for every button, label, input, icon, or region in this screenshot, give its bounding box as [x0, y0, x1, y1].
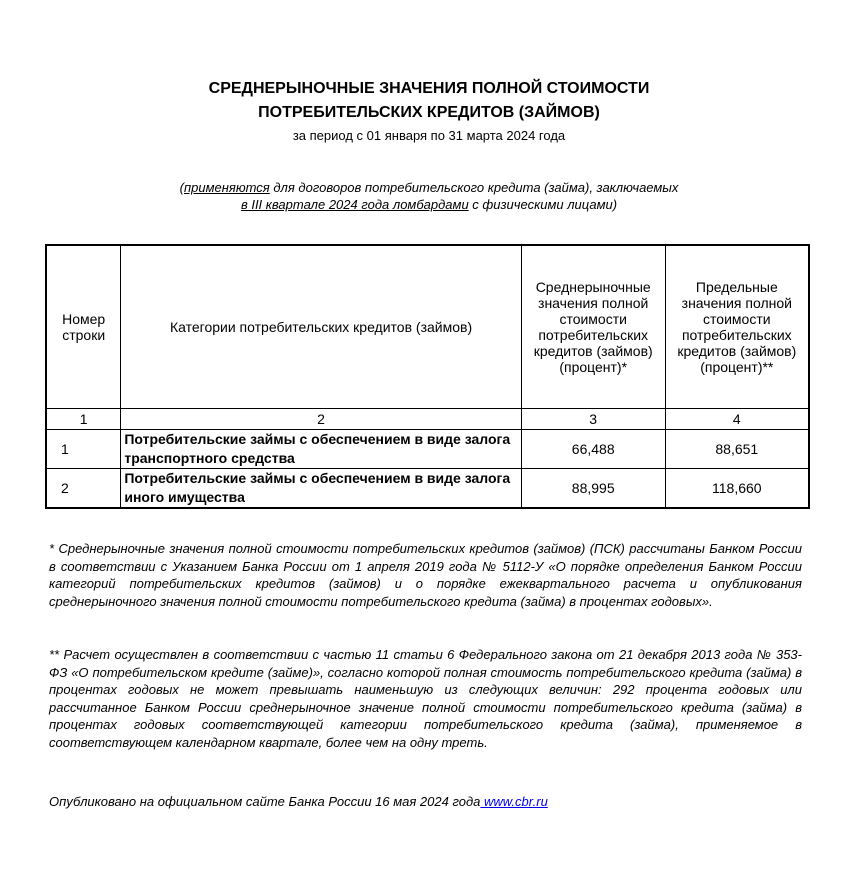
table-column-numbers-row — [46, 409, 809, 430]
header-limit-psk: Предельные значения полной стоимости потребительских кредитов (займов) (процент)** — [665, 245, 809, 409]
publication-text: Опубликовано на официальном сайте Банка России 16 мая 2024 года — [49, 794, 481, 809]
header-row-number: Номер строки — [46, 245, 121, 409]
note-line-2-text: с физическими лицами) — [468, 197, 618, 212]
column-number: 4 — [665, 409, 809, 430]
table-row — [46, 430, 809, 469]
column-number: 3 — [521, 409, 665, 430]
note-quarter-lombards: в III квартале 2024 года ломбардами — [240, 197, 469, 212]
document-title-line-2: ПОТРЕБИТЕЛЬСКИХ КРЕДИТОВ (ЗАЙМОВ) — [258, 104, 600, 121]
note-line-1-text: для договоров потребительского кредита (займа), заключаемых — [269, 180, 679, 195]
column-number: 2 — [121, 409, 521, 430]
document-title-line-1: СРЕДНЕРЫНОЧНЫЕ ЗНАЧЕНИЯ ПОЛНОЙ СТОИМОСТИ — [208, 80, 650, 97]
cbr-website-link[interactable]: www.cbr.ru — [480, 794, 548, 809]
applicability-note-line-1 — [0, 180, 858, 195]
table-header-row — [46, 245, 809, 409]
note-applied-word: применяются — [183, 180, 270, 195]
footnote-limit-psk: ** Расчет осуществлен в соответствии с частью 11 статьи 6 Федерального закона от 21 декабря 2013 года № 353-ФЗ «О потребительском кредите (займе)», согласно которой полная стоимость потребительского кредита (займа) в процентах годовых не может превышать наименьшую из следующих величин: 292 процента годовых или рассчитанное Банком России среднерыночное значение полной стоимости потребительского кредита (займа) в процентах годовых соответствующей категории потребительского кредита (займа), применяемое в соответствующем календарном квартале, более чем на одну треть. — [49, 647, 802, 750]
table-row — [46, 469, 809, 509]
row-limit-value: 88,651 — [665, 430, 809, 469]
row-number: 1 — [46, 430, 121, 469]
publication-note — [49, 794, 548, 809]
header-average-psk: Среднерыночные значения полной стоимости потребительских кредитов (займов) (процент)* — [521, 245, 665, 409]
row-limit-value: 118,660 — [665, 469, 809, 509]
footnote-average-psk: * Среднерыночные значения полной стоимости потребительских кредитов (займов) (ПСК) рассчитаны Банком России в соответствии с Указанием Банка России от 1 апреля 2019 года № 5112-У «О порядке определения Банком России категорий потребительских кредитов (займов) и о порядке ежеквартального расчета и опубликования среднерыночного значения полной стоимости потребительского кредита (займа) в процентах годовых». — [49, 541, 802, 609]
row-category: Потребительские займы с обеспечением в виде залога иного имущества — [121, 469, 521, 509]
row-average-value: 88,995 — [521, 469, 665, 509]
row-category: Потребительские займы с обеспечением в виде залога транспортного средства — [121, 430, 521, 469]
psk-table — [45, 244, 810, 509]
header-category: Категории потребительских кредитов (займов) — [121, 245, 521, 409]
period-subtitle: за период с 01 января по 31 марта 2024 года — [292, 128, 566, 143]
row-number: 2 — [46, 469, 121, 509]
row-average-value: 66,488 — [521, 430, 665, 469]
column-number: 1 — [46, 409, 121, 430]
note-open-paren: ( — [179, 180, 184, 195]
applicability-note-line-2 — [0, 197, 858, 212]
